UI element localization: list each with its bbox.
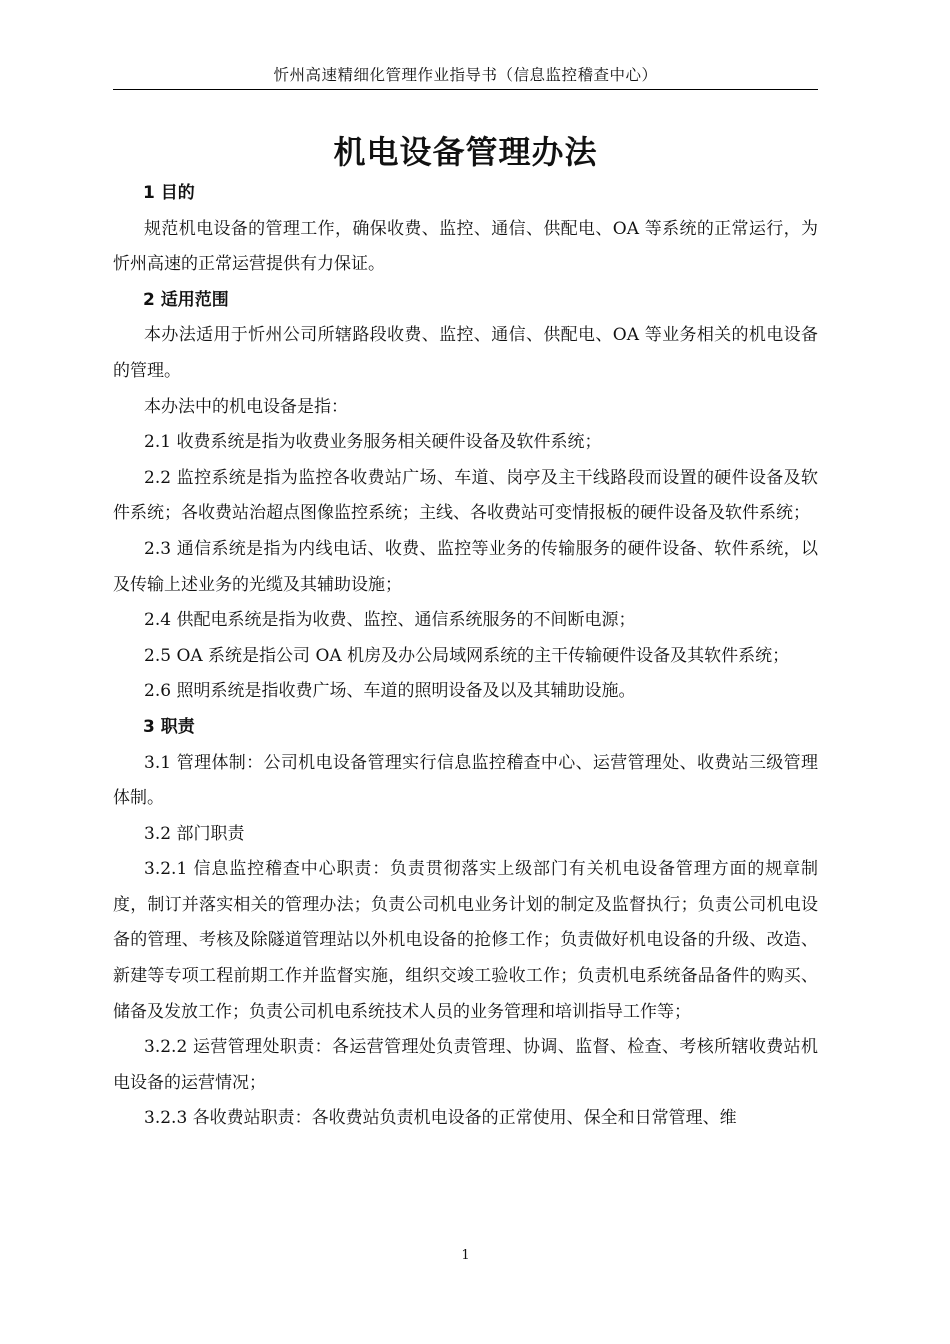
paragraph: 规范机电设备的管理工作，确保收费、监控、通信、供配电、OA 等系统的正常运行，为忻州高速的正常运营提供有力保证。 xyxy=(113,218,818,275)
section-heading: 1 目的 xyxy=(143,183,195,203)
paragraph: 3.2.1 信息监控稽查中心职责：负责贯彻落实上级部门有关机电设备管理方面的规章制度，制订并落实相关的管理办法；负责公司机电业务计划的制定及监督执行；负责公司机电设备的管理、考核及除隧道管理站以外机电设备的抢修工作；负责做好机电设备的升级、改造、新建等专项工程前期工作并监督实施，组织交竣工验收工作；负责机电系统备品备件的购买、储备及发放工作；负责公司机电系统技术人员的业务管理和培训指导工作等； xyxy=(113,859,818,1022)
list-item: 2.6 照明系统是指收费广场、车道的照明设备及以及其辅助设施。 xyxy=(144,681,636,702)
paragraph: 3.2.3 各收费站职责：各收费站负责机电设备的正常使用、保全和日常管理、维 xyxy=(144,1108,737,1129)
list-item: 2.4 供配电系统是指为收费、监控、通信系统服务的不间断电源； xyxy=(144,610,636,631)
paragraph: 3.1 管理体制：公司机电设备管理实行信息监控稽查中心、运营管理处、收费站三级管理体制。 xyxy=(113,752,818,809)
page-title: 机电设备管理办法 xyxy=(333,133,598,171)
list-item: 2.2 监控系统是指为监控各收费站广场、车道、岗亭及主干线路段而设置的硬件设备及软件系统；各收费站治超点图像监控系统；主线、各收费站可变情报板的硬件设备及软件系统； xyxy=(113,467,818,524)
header-divider xyxy=(113,89,818,90)
section-heading: 2 适用范围 xyxy=(143,289,229,310)
paragraph: 本办法适用于忻州公司所辖路段收费、监控、通信、供配电、OA 等业务相关的机电设备的管理。 xyxy=(113,325,818,381)
document-body xyxy=(113,176,818,1137)
section-heading: 3 职责 xyxy=(143,716,195,737)
paragraph: 3.2 部门职责 xyxy=(144,823,245,844)
running-header: 忻州高速精细化管理作业指导书（信息监控稽查中心） xyxy=(273,66,658,84)
paragraph: 3.2.2 运营管理处职责：各运营管理处负责管理、协调、监督、检查、考核所辖收费站机电设备的运营情况； xyxy=(113,1037,818,1093)
list-item: 2.3 通信系统是指为内线电话、收费、监控等业务的传输服务的硬件设备、软件系统，以及传输上述业务的光缆及其辅助设施； xyxy=(113,538,818,595)
list-item: 2.5 OA 系统是指公司 OA 机房及办公局域网系统的主干传输硬件设备及其软件系统； xyxy=(144,645,790,666)
list-item: 2.1 收费系统是指为收费业务服务相关硬件设备及软件系统； xyxy=(144,432,602,453)
paragraph: 本办法中的机电设备是指： xyxy=(144,396,348,417)
page-number: 1 xyxy=(461,1248,470,1263)
